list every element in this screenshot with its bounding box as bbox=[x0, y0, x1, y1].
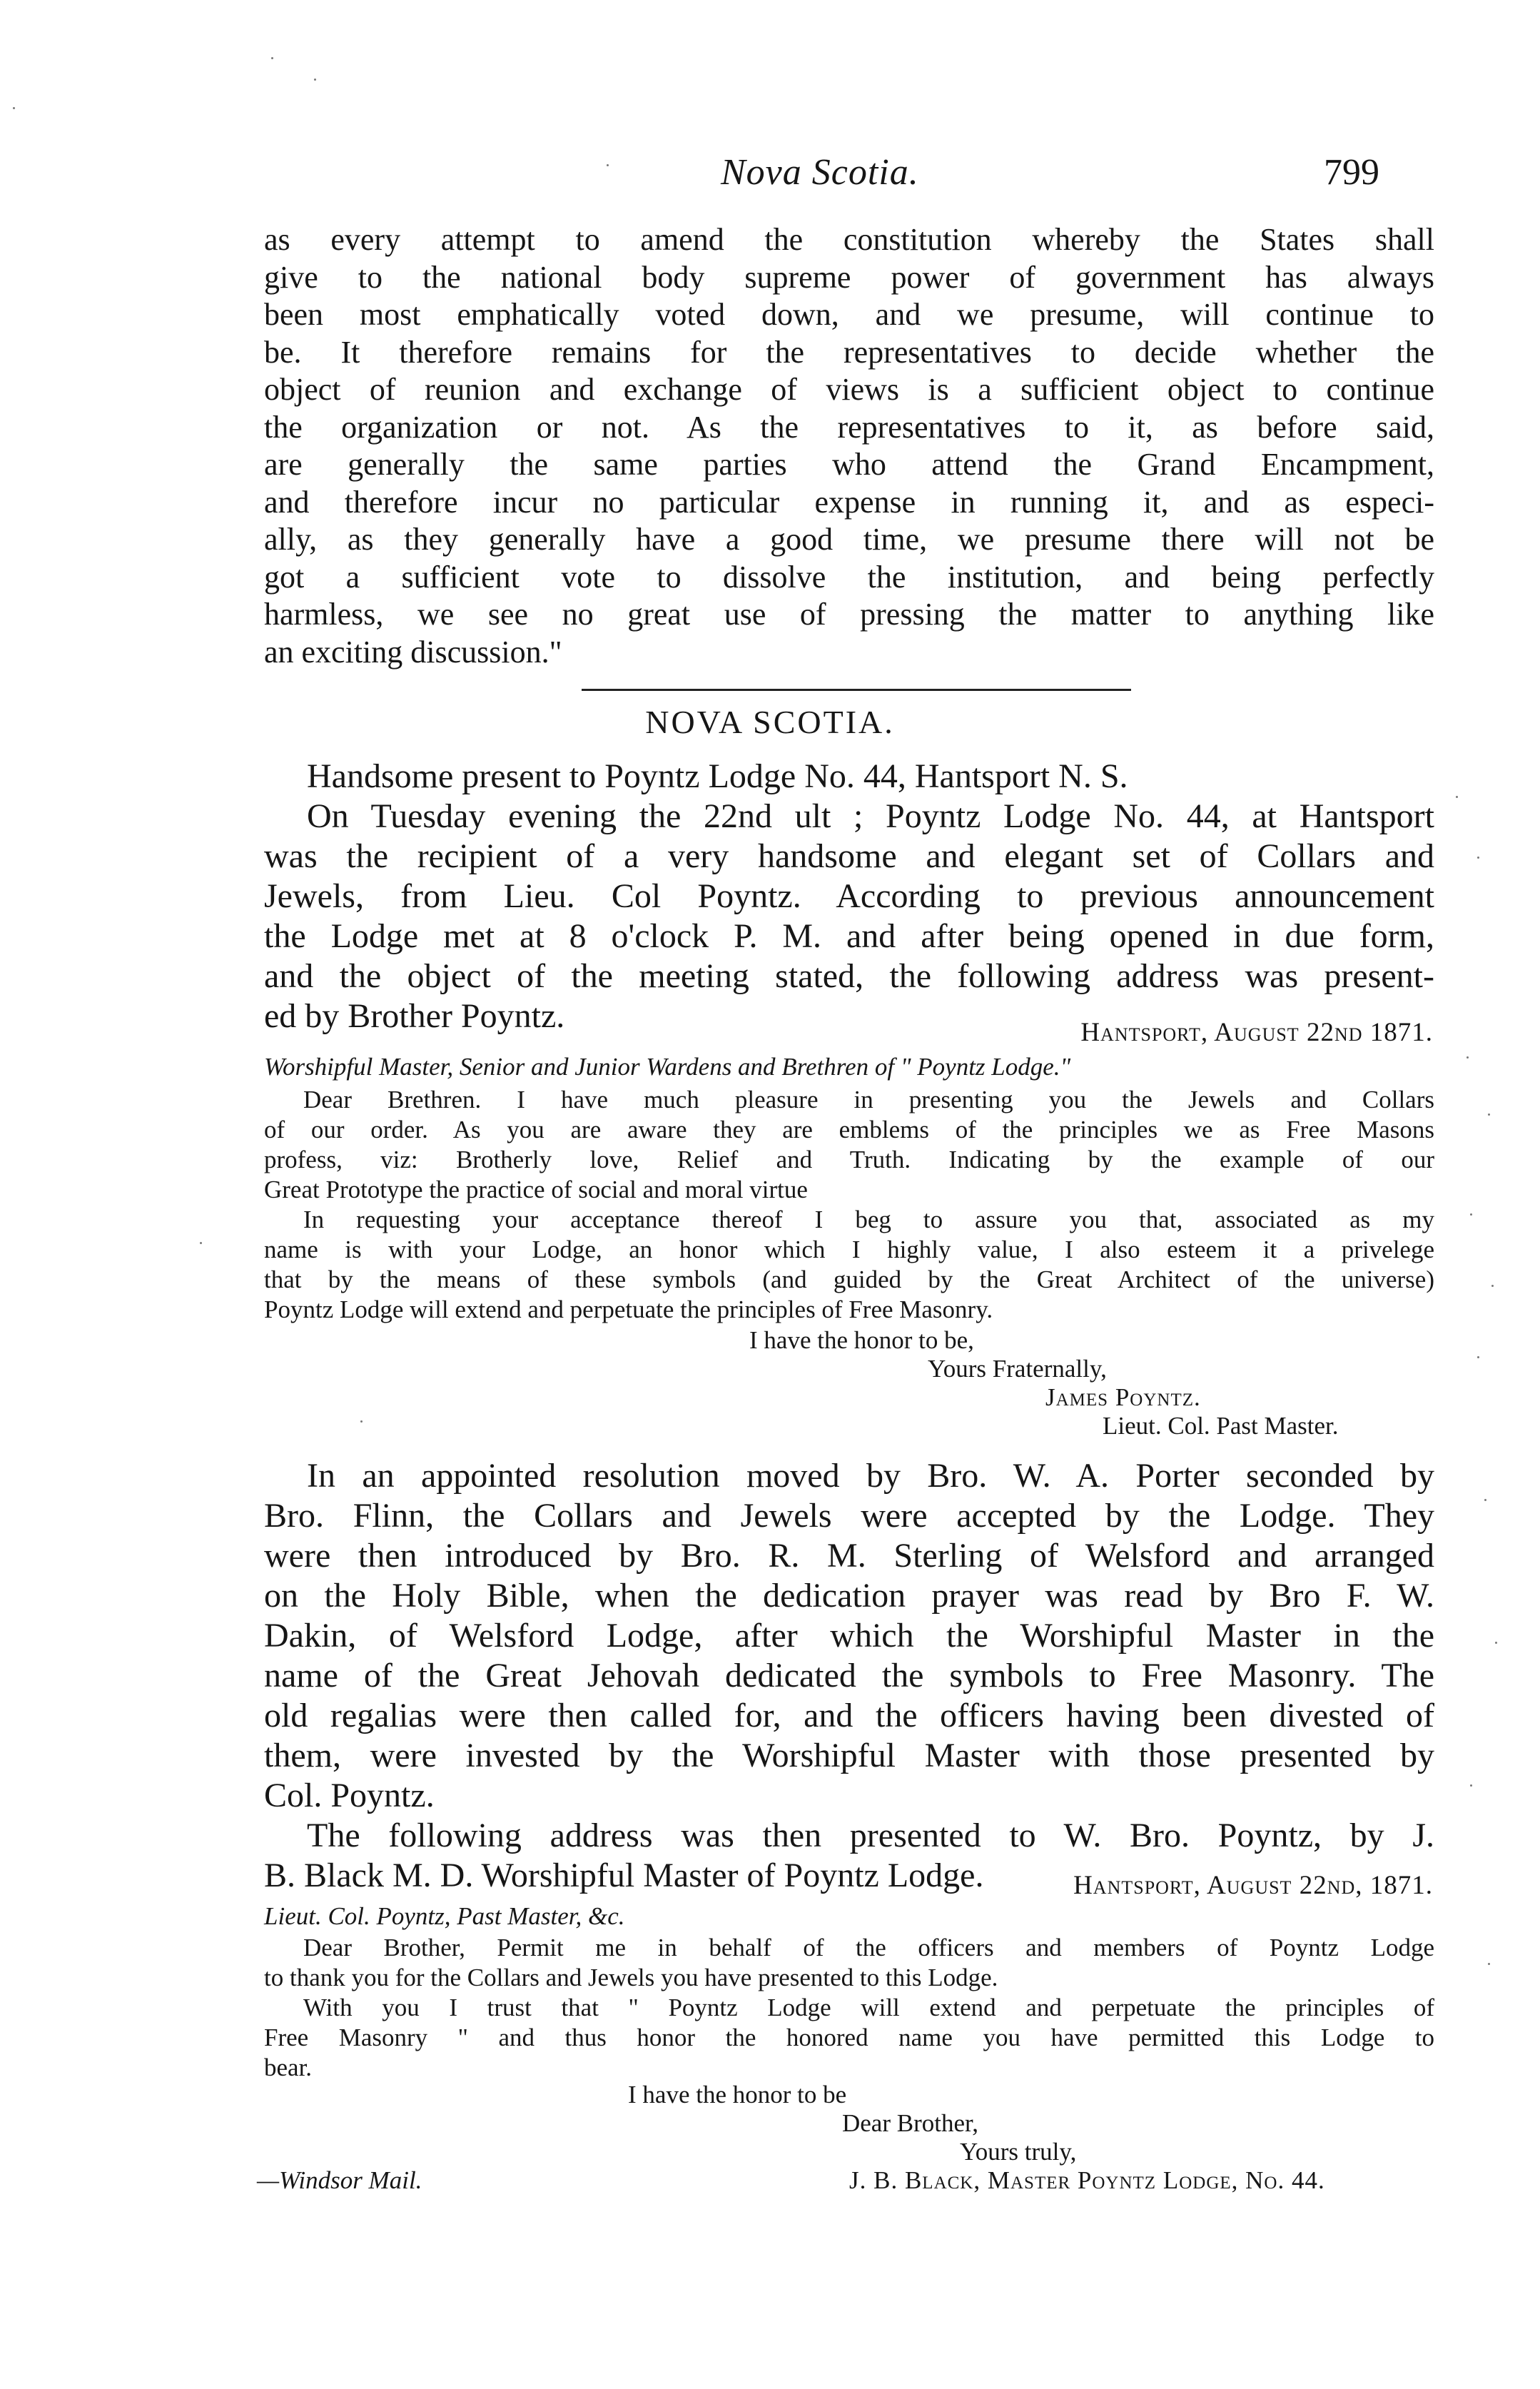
section-title: NOVA SCOTIA. bbox=[645, 704, 895, 740]
letter1-salutation: Worshipful Master, Senior and Junior Wardens and Brethren of " Poyntz Lodge." bbox=[264, 1053, 1071, 1081]
letter2-body bbox=[264, 1933, 1434, 2083]
letter2-dateline: Hantsport, August 22nd, 1871. bbox=[1073, 1871, 1433, 1900]
continuation-paragraph bbox=[264, 221, 1434, 671]
text-line: be. It therefore remains for the representatives to decide whether the bbox=[264, 334, 1434, 370]
text-line: name of the Great Jehovah dedicated the symbols to Free Masonry. The bbox=[264, 1657, 1434, 1694]
text-line: In requesting your acceptance thereof I beg to assure you that, associated as my bbox=[303, 1206, 1434, 1233]
text-line: been most emphatically voted down, and we presume, will continue to bbox=[264, 297, 1434, 332]
text-line: ally, as they generally have a good time, we presume there will not be bbox=[264, 522, 1434, 557]
text-line: them, were invested by the Worshipful Master with those presented by bbox=[264, 1737, 1434, 1774]
letter2-closing: I have the honor to be bbox=[628, 2081, 847, 2108]
letter2-complimentary-close: Yours truly, bbox=[960, 2138, 1077, 2166]
page-number: 799 bbox=[1324, 152, 1379, 193]
text-line: are generally the same parties who attend the Grand Encampment, bbox=[264, 447, 1434, 482]
text-line: was the recipient of a very handsome and elegant set of Collars and bbox=[264, 837, 1434, 875]
text-line: In an appointed resolution moved by Bro. W. A. Porter seconded by bbox=[307, 1457, 1434, 1495]
text-line: Dear Brethren. I have much pleasure in presenting you the Jewels and Collars bbox=[303, 1086, 1434, 1113]
text-line: object of reunion and exchange of views is a sufficient object to continue bbox=[264, 372, 1434, 407]
letter2-address: Dear Brother, bbox=[842, 2109, 979, 2137]
text-line: and therefore incur no particular expense in running it, and as especi- bbox=[264, 484, 1434, 520]
text-line: profess, viz: Brotherly love, Relief and Truth. Indicating by the example of our bbox=[264, 1146, 1434, 1173]
text-line: of our order. As you are aware they are emblems of the principles we as Free Masons bbox=[264, 1116, 1434, 1143]
letter2-salutation: Lieut. Col. Poyntz, Past Master, &c. bbox=[264, 1902, 625, 1930]
text-line: the Lodge met at 8 o'clock P. M. and after being opened in due form, bbox=[264, 917, 1434, 955]
text-line: Great Prototype the practice of social and moral virtue bbox=[264, 1176, 808, 1203]
text-line: name is with your Lodge, an honor which I highly value, I also esteem it a privelege bbox=[264, 1236, 1434, 1263]
source-attribution: —Windsor Mail. bbox=[257, 2166, 422, 2194]
text-line: give to the national body supreme power of government has always bbox=[264, 259, 1434, 295]
text-line: B. Black M. D. Worshipful Master of Poyntz Lodge. bbox=[264, 1857, 984, 1894]
letter1-dateline: Hantsport, August 22nd 1871. bbox=[1080, 1018, 1433, 1047]
letter1-complimentary-close: Yours Fraternally, bbox=[928, 1355, 1107, 1383]
text-line: Col. Poyntz. bbox=[264, 1777, 435, 1814]
running-header-title: Nova Scotia. bbox=[721, 152, 919, 193]
text-line: Free Masonry " and thus honor the honored name you have permitted this Lodge to bbox=[264, 2024, 1434, 2051]
dedication-paragraph bbox=[264, 1456, 1434, 1896]
text-line: on the Holy Bible, when the dedication prayer was read by Bro F. W. bbox=[264, 1577, 1434, 1615]
letter1-signature: James Poyntz. bbox=[1045, 1383, 1201, 1411]
text-line: bear. bbox=[264, 2054, 313, 2081]
letter1-signature-title: Lieut. Col. Past Master. bbox=[1103, 1412, 1339, 1440]
text-line: The following address was then presented to W. Bro. Poyntz, by J. bbox=[307, 1817, 1434, 1854]
text-line: Poyntz Lodge will extend and perpetuate the principles of Free Masonry. bbox=[264, 1295, 993, 1323]
text-line: old regalias were then called for, and the officers having been divested of bbox=[264, 1697, 1434, 1734]
text-line: and the object of the meeting stated, the following address was present- bbox=[264, 957, 1434, 995]
text-line: that by the means of these symbols (and guided by the Great Architect of the universe) bbox=[264, 1266, 1434, 1293]
section-subtitle: Handsome present to Poyntz Lodge No. 44, Hantsport N. S. bbox=[307, 757, 1128, 795]
intro-paragraph bbox=[264, 757, 1434, 1036]
text-line: were then introduced by Bro. R. M. Sterling of Welsford and arranged bbox=[264, 1537, 1434, 1575]
letter1-closing: I have the honor to be, bbox=[749, 1326, 974, 1354]
text-line: Dakin, of Welsford Lodge, after which the Worshipful Master in the bbox=[264, 1617, 1434, 1655]
text-line: ed by Brother Poyntz. bbox=[264, 997, 565, 1035]
letter1-body bbox=[264, 1085, 1434, 1325]
text-line: got a sufficient vote to dissolve the institution, and being perfectly bbox=[264, 559, 1434, 595]
text-line: Bro. Flinn, the Collars and Jewels were accepted by the Lodge. They bbox=[264, 1497, 1434, 1535]
text-line: as every attempt to amend the constitution whereby the States shall bbox=[264, 222, 1434, 257]
letter2-signature: J. B. Black, Master Poyntz Lodge, No. 44. bbox=[849, 2166, 1325, 2194]
section-divider bbox=[582, 689, 1131, 691]
text-line: harmless, we see no great use of pressing the matter to anything like bbox=[264, 597, 1434, 632]
text-line: With you I trust that " Poyntz Lodge will extend and perpetuate the principles of bbox=[303, 1994, 1434, 2021]
text-line: Dear Brother, Permit me in behalf of the officers and members of Poyntz Lodge bbox=[303, 1934, 1434, 1961]
text-line: to thank you for the Collars and Jewels you have presented to this Lodge. bbox=[264, 1964, 998, 1991]
text-line: Jewels, from Lieu. Col Poyntz. According to previous announcement bbox=[264, 877, 1434, 915]
text-line: On Tuesday evening the 22nd ult ; Poyntz Lodge No. 44, at Hantsport bbox=[307, 797, 1434, 835]
text-line: the organization or not. As the representatives to it, as before said, bbox=[264, 409, 1434, 445]
text-line: an exciting discussion." bbox=[264, 634, 562, 670]
